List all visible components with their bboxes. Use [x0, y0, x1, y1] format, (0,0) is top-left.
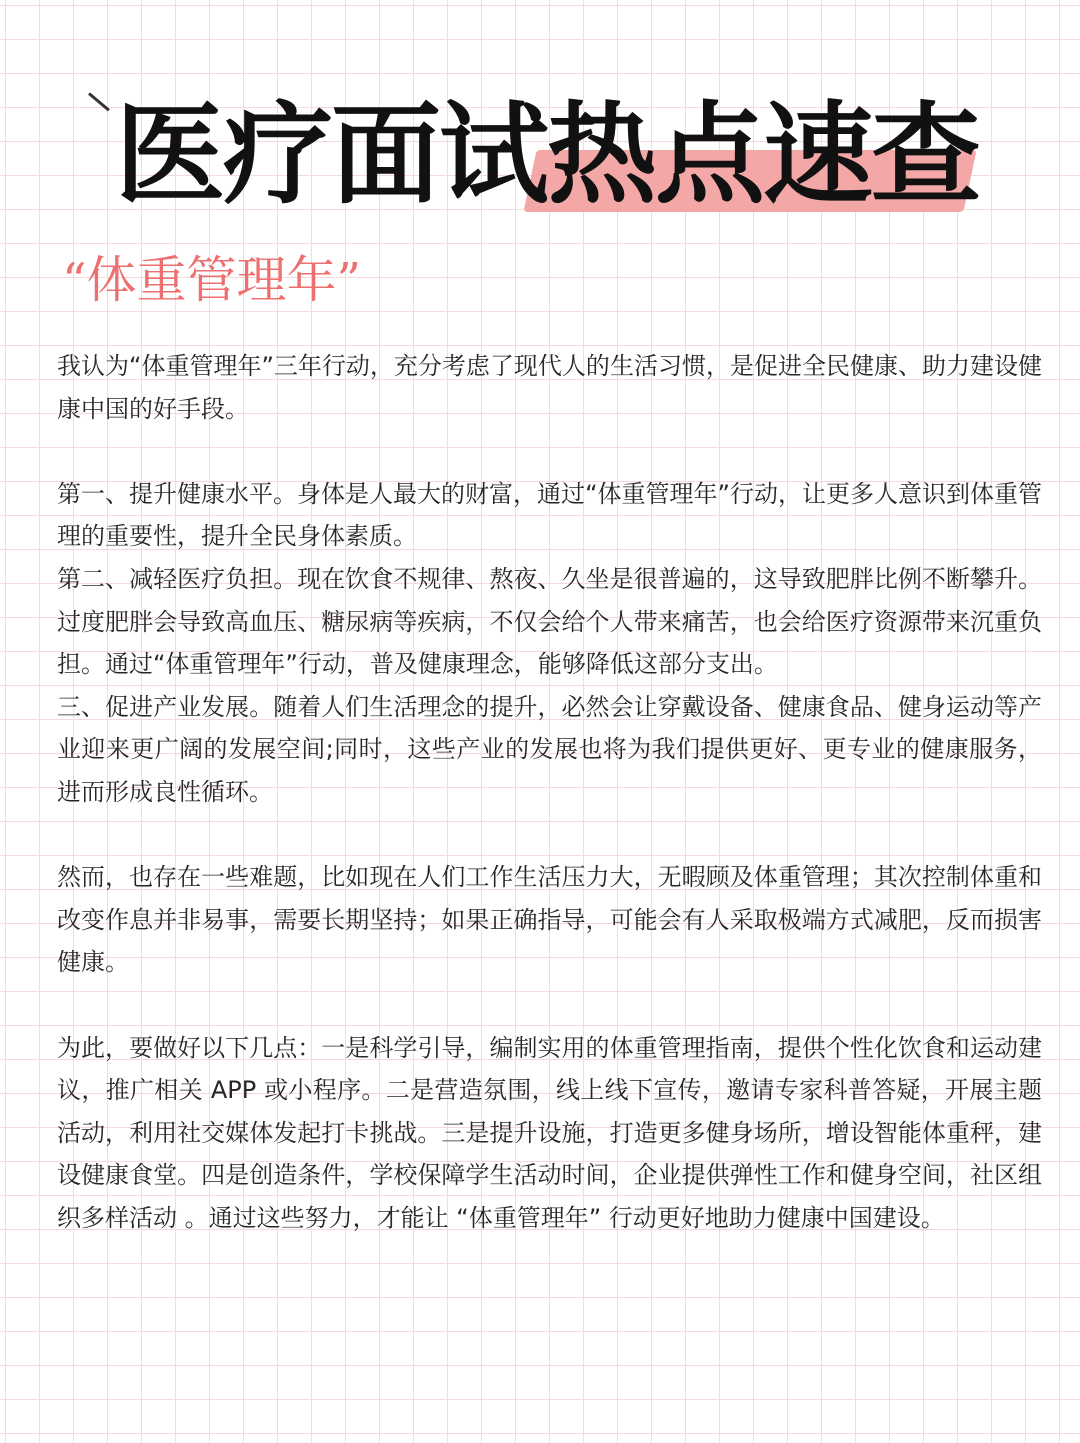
point-2-paragraph: 第二、减轻医疗负担。现在饮食不规律、熬夜、久坐是很普遍的，这导致肥胖比例不断攀升。过度肥胖会导致高血压、糖尿病等疾病，不仅会给个人带来痛苦，也会给医疗资源带来沉重负担。通过“体重管理年”行动，普及健康理念，能够降低这部分支出。: [57, 564, 1042, 679]
paragraph-spacer: [57, 430, 1042, 473]
subtitle-open-quote: “: [62, 253, 87, 309]
subtitle-text: 体重管理年: [86, 251, 337, 309]
page-title: 医疗面试热点速查: [115, 91, 979, 219]
measures-paragraph: 为此，要做好以下几点：一是科学引导，编制实用的体重管理指南，提供个性化饮食和运动建议，推广相关 APP 或小程序。二是营造氛围，线上线下宣传，邀请专家科普答疑，开展主题活动，利用社交媒体发起打卡挑战。三是提升设施，打造更多健身场所，增设智能体重秤，建设健康食堂。四是创造条件，学校保障学生活动时间，企业提供弹性工作和健身空间，社区组织多样活动 。通过这些努力，才能让 “体重管理年” 行动更好地助力健康中国建设。: [57, 1033, 1042, 1232]
subtitle-close-quote: ”: [336, 253, 362, 309]
paragraph-spacer: [57, 814, 1042, 857]
point-1-paragraph: 第一、提升健康水平。身体是人最大的财富，通过“体重管理年”行动，让更多人意识到体重管理的重要性，提升全民身体素质。: [57, 479, 1042, 551]
title-accent-stroke: [88, 92, 110, 111]
challenges-paragraph: 然而，也存在一些难题，比如现在人们工作生活压力大，无暇顾及体重管理；其次控制体重和改变作息并非易事，需要长期坚持；如果正确指导，可能会有人采取极端方式减肥，反而损害健康。: [57, 863, 1042, 977]
paragraph-spacer: [57, 984, 1042, 1027]
subtitle: [62, 240, 361, 321]
intro-paragraph: 我认为“体重管理年”三年行动，充分考虑了现代人的生活习惯，是促进全民健康、助力建设健康中国的好手段。: [57, 352, 1042, 423]
title-block: [85, 80, 1035, 230]
point-3-paragraph: 三、促进产业发展。随着人们生活理念的提升，必然会让穿戴设备、健康食品、健身运动等产业迎来更广阔的发展空间;同时，这些产业的发展也将为我们提供更好、更专业的健康服务，进而形成良性循环。: [57, 692, 1042, 806]
article-body: [57, 345, 1042, 1239]
